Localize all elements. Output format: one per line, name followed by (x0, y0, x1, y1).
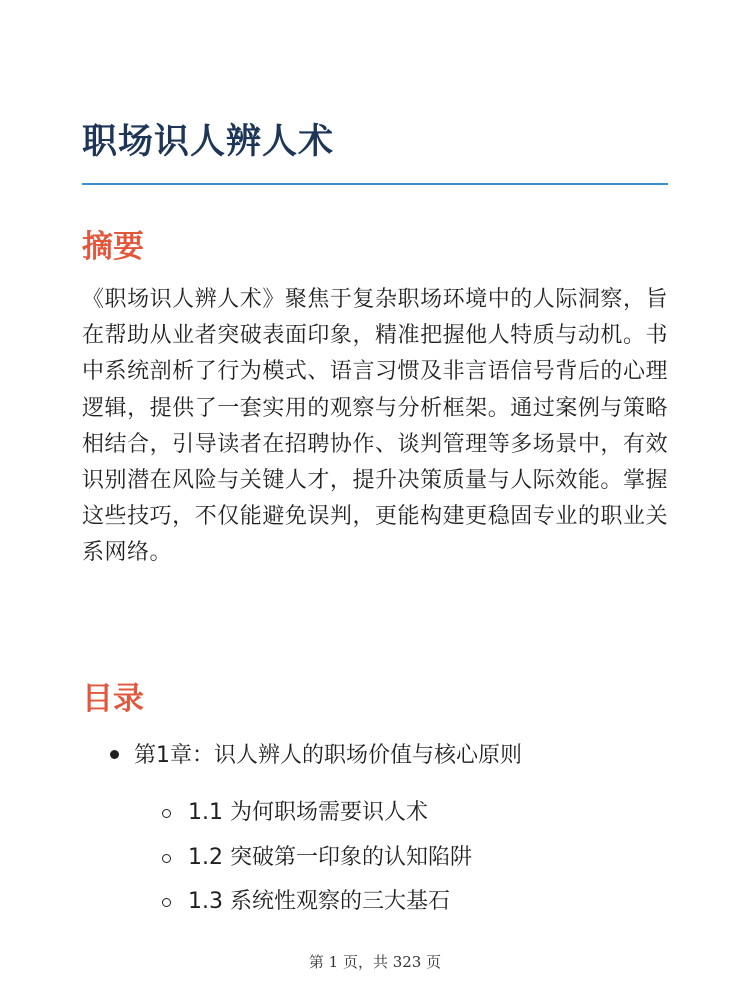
bullet-circle-icon (162, 854, 171, 863)
title-divider (82, 183, 668, 185)
bullet-circle-icon (162, 809, 171, 818)
toc-section-1-3[interactable] (162, 884, 662, 920)
toc-section-label: 1.3 系统性观察的三大基石 (188, 889, 450, 914)
abstract-paragraph: 《职场识人辨人术》聚焦于复杂职场环境中的人际洞察，旨在帮助从业者突破表面印象，精准把握他人特质与动机。书中系统剖析了行为模式、语言习惯及非言语信号背后的心理逻辑，提供了一套实用的观察与分析框架。通过案例与策略相结合，引导读者在招聘协作、谈判管理等多场景中，有效识别潜在风险与关键人才，提升决策质量与人际效能。掌握这些技巧，不仅能避免误判，更能构建更稳固专业的职业关系网络。 (82, 287, 668, 566)
bullet-circle-icon (162, 898, 171, 907)
page-footer: 第 1 页，共 323 页 (308, 953, 442, 971)
toc-section-1-1[interactable] (162, 795, 662, 831)
toc-chapter-1[interactable]: 第1章：识人辨人的职场价值与核心原则 (134, 743, 522, 768)
toc-section-label: 1.1 为何职场需要识人术 (188, 800, 428, 825)
bullet-disc-icon (110, 750, 119, 759)
toc-heading: 目录 (82, 681, 144, 717)
document-title: 职场识人辨人术 (82, 122, 335, 162)
toc-section-1-2[interactable] (162, 840, 662, 876)
toc-section-label: 1.2 突破第一印象的认知陷阱 (188, 845, 472, 870)
abstract-heading: 摘要 (82, 229, 144, 265)
